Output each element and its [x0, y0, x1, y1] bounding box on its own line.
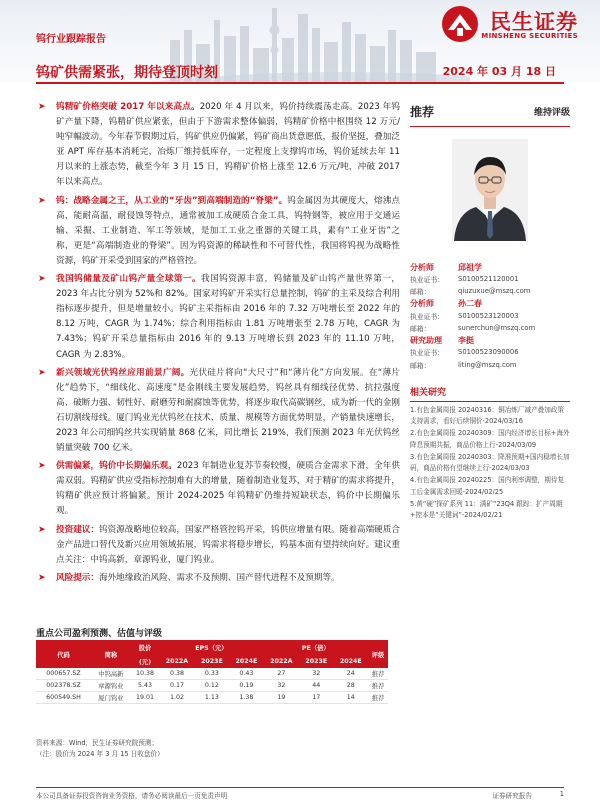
cell-rating: 推荐 — [368, 692, 388, 704]
main-text-column — [36, 100, 400, 586]
section-risk — [36, 571, 400, 586]
header-year: 2023E — [299, 654, 333, 668]
cell-pe: 27 — [264, 668, 299, 680]
section-body: 2020 年 4 月以来，钨价持续震荡走高。2023 年钨矿产量下降，钨精矿供应紧张，但由于下游需求整体偏弱，钨精矿价格中枢围绕 12 万元/吨窄幅波动。今年春节假期过后，钨矿供应仍偏紧，钨矿商出货意愿低，报价坚挺，叠加泛亚 APT 库存基本消耗完，冶炼厂维持低库存，一定程度上支撑钨市场，钨价延续去年 11 月以来的上涨态势，截至今年 3 月 15 日，钨精矿价格上涨至 12.6 万元/吨，冲破 2017 年以来高点。 — [56, 102, 401, 188]
analyst-photo — [452, 139, 528, 241]
mail-label: 邮箱： — [410, 361, 431, 370]
analyst-role: 研究助理 — [410, 335, 442, 345]
arrow-bullet-icon: ➤ — [38, 195, 46, 206]
footer-report-label: 证券研究报告 — [492, 792, 532, 800]
related-research-item[interactable]: 5.黄“硬”探矿系列 11：满矿“23Q4 跟踪：扩产周期+控本是“关键词”-2024/02/21 — [410, 500, 563, 520]
cell-eps: 0.19 — [229, 680, 263, 692]
arrow-bullet-icon: ➤ — [38, 461, 46, 472]
analyst-entry — [410, 298, 570, 335]
section-body: 光伏硅片将向“大尺寸”和“薄片化”方向发展。在“薄片化”趋势下，“细线化、高速度”是金刚线主要发展趋势，钨丝具有细线径优势、抗拉强度高、破断力强、韧性好、耐磨劳和耐腐蚀等优势，将逐步取代高碳钢丝，成为新一代的金刚石切割线母线。厦门钨业光伏钨丝在技术、质量、规模等方面优势明显，产销量快速增长，2023 年公司细钨丝共实现销量 868 亿米，同比增长 219%，我们预测 2023 年光伏钨丝销量突破 700 亿米。 — [56, 367, 400, 454]
cell-eps: 0.33 — [195, 668, 229, 680]
cell-eps: 1.38 — [229, 692, 263, 704]
analyst-email[interactable]: sunerchun@mszq.com — [458, 324, 536, 333]
arrow-bullet-icon: ➤ — [38, 524, 46, 535]
header-pe: PE（倍） — [264, 640, 368, 654]
analyst-list — [410, 261, 570, 371]
cell-eps: 0.43 — [229, 668, 263, 680]
cell-pe: 19 — [264, 692, 299, 704]
section-price-high — [36, 100, 400, 191]
cell-code: 000657.SZ — [36, 668, 91, 680]
section-heading: 钨精矿价格突破 2017 年以来高点。 — [56, 102, 200, 112]
earnings-forecast-table — [36, 640, 388, 704]
cell-pe: 17 — [299, 692, 333, 704]
rating-title: 推荐 — [410, 104, 435, 119]
cell-pe: 32 — [299, 668, 333, 680]
header-code: 代码 — [36, 640, 91, 668]
section-heading: 风险提示： — [56, 572, 99, 583]
analyst-entry — [410, 261, 570, 298]
header-eps: EPS（元） — [159, 640, 263, 654]
cell-rating: 推荐 — [368, 680, 388, 692]
cell-pe: 32 — [264, 680, 299, 692]
table-row — [36, 668, 388, 680]
brand-name-cn: 民生证券 — [490, 10, 578, 34]
minsheng-logo-icon — [440, 4, 480, 44]
analyst-name: 李挺 — [458, 335, 474, 345]
cell-eps: 0.12 — [195, 680, 229, 692]
cell-code: 002378.SZ — [36, 680, 91, 692]
header-divider — [36, 82, 564, 84]
analyst-name: 孙二春 — [458, 299, 482, 309]
analyst-email[interactable]: liting@mszq.com — [458, 360, 517, 369]
page-number: 1 — [559, 790, 564, 798]
section-reserves — [36, 272, 400, 363]
cert-label: 执业证书： — [410, 349, 444, 358]
header-name: 简称 — [91, 640, 131, 668]
cert-label: 执业证书： — [410, 312, 444, 321]
table-note: （注：股价为 2024 年 3 月 15 日收盘价） — [36, 750, 164, 758]
header-banner — [0, 0, 600, 82]
table-row — [36, 680, 388, 692]
header-year: 2023E — [195, 654, 229, 668]
cert-number: S0100523120003 — [458, 311, 519, 320]
cell-name: 章源钨业 — [91, 680, 131, 692]
sidebar — [410, 96, 570, 523]
cell-eps: 0.17 — [159, 680, 194, 692]
report-date: 2024 年 03 月 18 日 — [442, 65, 556, 78]
cert-number: S0100523090006 — [458, 348, 519, 357]
section-body: 我国钨资源丰富，钨储量及矿山钨产量世界第一，2023 年占比分别为 52%和 82%。国家对钨矿开采实行总量控制，钨矿的主采及综合利用指标逐步提升，但是增量较小。钨矿主采指标由 2016 年的 7.32 万吨增长至 2022 年的 8.12 万吨，CAGR 为 1.74%；综合利用指标由 1.81 万吨增张至 2.78 万吨，CAGR 为 7.43%；钨矿开采总量指标由 2016 年的 9.13 万吨增长到 2023 年的 11.10 万吨，CAGR 为 2.83%。 — [56, 274, 400, 360]
cell-eps: 0.38 — [159, 668, 194, 680]
header-year: 2022A — [159, 654, 194, 668]
table-title: 重点公司盈利预测、估值与评级 — [36, 629, 163, 639]
section-body: 钨金属因为其硬度大，熔沸点高，能耐高温，耐侵蚀等特点，通常被加工成硬质合金工具，钨特钢等，被应用于交通运输、采掘、工业制造、军工等领域，是加工工业之重器的关键工具，素有“工业牙齿”之称，更是“高端制造业的脊梁”。因为钨资源的稀缺性和不可替代性，我国将钨视为战略性资源，钨矿开采受到国家的严格管控。 — [56, 195, 400, 266]
header-year: 2024E — [229, 654, 263, 668]
header-rating: 评级 — [368, 640, 388, 668]
report-type: 钨行业跟踪报告 — [36, 34, 106, 45]
section-body: 2023 年制造业复苏节奏较慢，硬质合金需求下滑，全年供需双弱。钨精矿供应受指标控制难有大的增量，随着制造业复苏，对于精矿的需求将提升，钨精矿供应预计将偏紧。预计 2024-2025 年钨精矿仍维持短缺状态，钨价中长期偏乐观。 — [56, 461, 400, 517]
analyst-entry — [410, 334, 570, 371]
rating-value: 维持评级 — [533, 107, 570, 118]
table-header-row — [36, 640, 388, 654]
related-research-item[interactable]: 3.有色金属周报 20240303：降准预期+国内稳增长加码，商品价格有望继续上行-2024/03/03 — [410, 452, 570, 473]
cell-name: 厦门钨业 — [91, 692, 131, 704]
footer-disclaimer: 本公司具备证券投资咨询业务资格，请务必阅读最后一页免责声明 — [36, 792, 228, 800]
table-row — [36, 692, 388, 704]
analyst-email[interactable]: qiuzuxue@mszq.com — [458, 287, 531, 296]
cell-price: 5.43 — [131, 680, 159, 692]
cell-eps: 1.02 — [159, 692, 194, 704]
related-research-item[interactable]: 2.有色金属周报 20240309：国内经济增长目标+海外降息预期共振，商品价格上行-2024/03/09 — [410, 429, 570, 449]
report-title: 钨矿供需紧张，期待登顶时刻 — [36, 65, 218, 81]
section-body: 海外地缘政治风险、需求不及预期、国产替代进程不及预期等。 — [98, 572, 340, 583]
section-heading: 新兴领域光伏钨丝应用前景广阔。 — [56, 367, 190, 378]
section-investment-advice — [36, 523, 400, 568]
header-year: 2024E — [334, 654, 368, 668]
analyst-role: 分析师 — [410, 262, 434, 272]
mail-label: 邮箱： — [410, 288, 431, 297]
cell-eps: 1.13 — [195, 692, 229, 704]
section-heading: 投资建议： — [56, 524, 99, 535]
cell-pe: 14 — [334, 692, 368, 704]
arrow-bullet-icon: ➤ — [38, 572, 46, 583]
cell-pe: 44 — [299, 680, 333, 692]
related-research-title: 相关研究 — [410, 385, 570, 402]
rating-row — [410, 96, 570, 127]
header-price: 股价 — [131, 640, 159, 654]
cert-label: 执业证书： — [410, 276, 444, 285]
section-body: 钨资源战略地位较高，国家严格管控钨开采，钨供应增量有限。随着高端硬质合金产品进口替代及新兴应用领域拓展，钨需求将稳步增长，钨基本面有望持续向好。建议重点关注：中钨高新，章源钨业，厦门钨业。 — [56, 524, 400, 565]
cell-name: 中钨高新 — [91, 668, 131, 680]
arrow-bullet-icon: ➤ — [38, 367, 46, 378]
related-research-list — [410, 405, 570, 522]
cert-number: S0100521120001 — [458, 275, 519, 284]
cell-price: 10.38 — [131, 668, 159, 680]
section-supply-demand — [36, 459, 400, 519]
analyst-name: 邱祖学 — [458, 262, 482, 272]
section-heading: 供需偏紧，钨价中长期偏乐观。 — [56, 461, 177, 472]
related-research-item[interactable]: 1.有色金属周报 20240316：铜冶炼厂减产叠加政策支持需求，看好后续铜价-2024/03/16 — [410, 405, 565, 425]
cell-price: 19.01 — [131, 692, 159, 704]
section-strategic-metal — [36, 194, 400, 269]
section-heading: 钨：战略金属之王，从工业的“牙齿”到高端制造的“脊梁”。 — [56, 195, 288, 206]
related-research-item[interactable]: 4.有色金属周报 20240225：国内利率调整，期待复工后金属需求回暖-2024/02/25 — [410, 476, 565, 496]
cell-pe: 28 — [334, 680, 368, 692]
footer-divider — [36, 787, 564, 788]
cell-rating: 推荐 — [368, 668, 388, 680]
mail-label: 邮箱： — [410, 325, 431, 334]
arrow-bullet-icon: ➤ — [38, 274, 46, 285]
header-year: 2022A — [264, 654, 299, 668]
analyst-role: 分析师 — [410, 299, 434, 309]
arrow-bullet-icon: ➤ — [38, 102, 46, 112]
header-price-unit: (元) — [131, 654, 159, 668]
table-source: 资料来源：Wind，民生证券研究院预测； — [36, 739, 159, 747]
section-pv-wire — [36, 366, 400, 457]
cell-code: 600549.SH — [36, 692, 91, 704]
section-heading: 我国钨储量及矿山钨产量全球第一。 — [56, 274, 202, 285]
cell-pe: 24 — [334, 668, 368, 680]
brand-name-en: MINSHENG SECURITIES — [481, 32, 578, 40]
